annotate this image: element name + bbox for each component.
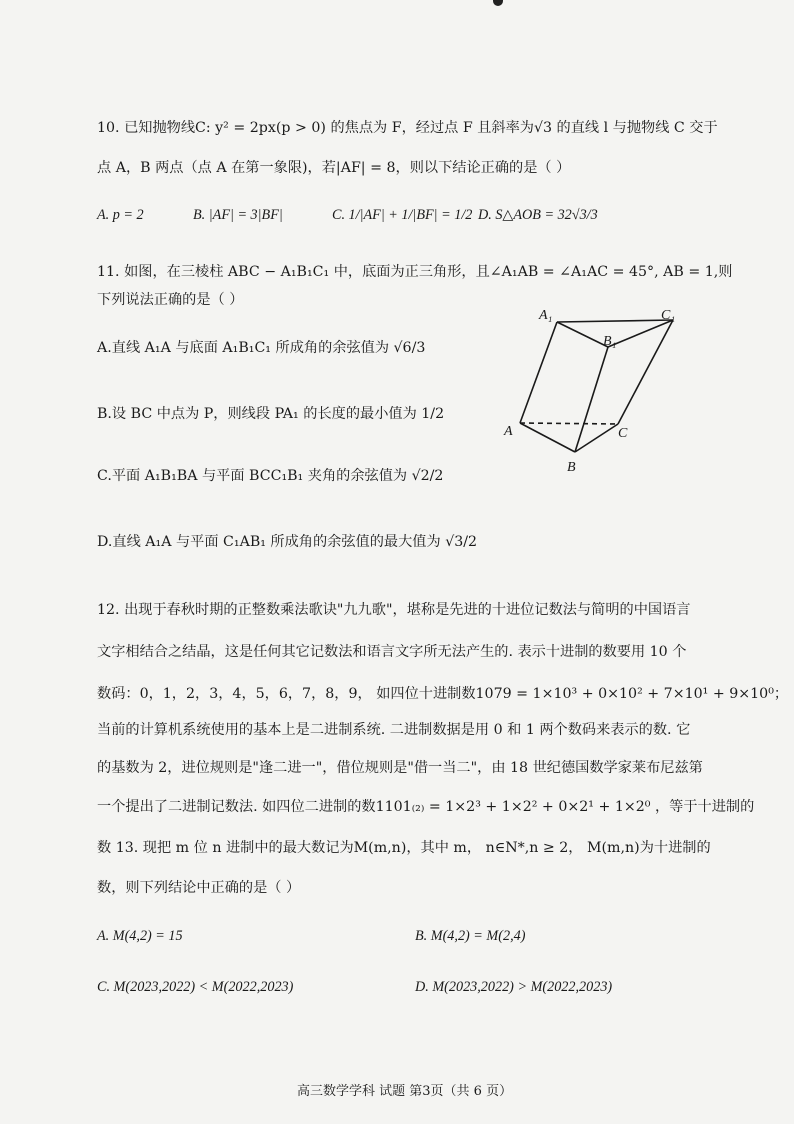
q11-option-a: A.直线 A₁A 与底面 A₁B₁C₁ 所成角的余弦值为 √6/3: [97, 340, 426, 356]
q11-stem-line2: 下列说法正确的是（ ）: [97, 292, 244, 308]
q12-stem-line5: 的基数为 2，进位规则是"逢二进一"，借位规则是"借一当二"，由 18 世纪德国数学家莱布尼兹第: [97, 760, 703, 776]
edge-a1-b1: [557, 322, 608, 347]
triangular-prism-figure: [495, 300, 695, 480]
q11-stem-line1: 11. 如图，在三棱柱 ABC − A₁B₁C₁ 中，底面为正三角形，且∠A₁AB = ∠A₁AC = 45°, AB = 1,则: [97, 264, 733, 280]
q10-stem-line1: 10. 已知抛物线C: y² = 2px(p > 0) 的焦点为 F，经过点 F 且斜率为√3 的直线 l 与抛物线 C 交于: [97, 120, 718, 136]
label-c1: C₁: [661, 308, 676, 323]
q11-option-d: D.直线 A₁A 与平面 C₁AB₁ 所成角的余弦值的最大值为 √3/2: [97, 534, 478, 550]
q12-stem-line7: 数 13. 现把 m 位 n 进制中的最大数记为M(m,n)，其中 m， n∈N*,n ≥ 2， M(m,n)为十进制的: [97, 840, 711, 856]
q12-stem-line4: 当前的计算机系统使用的基本上是二进制系统. 二进制数据是用 0 和 1 两个数码来表示的数. 它: [97, 722, 691, 738]
edge-b1-b: [575, 347, 608, 452]
q12-stem-line2: 文字相结合之结晶，这是任何其它记数法和语言文字所无法产生的. 表示十进制的数要用 10 个: [97, 644, 687, 660]
label-b1: B₁: [603, 334, 617, 349]
q12-stem-line6: 一个提出了二进制记数法. 如四位二进制的数1101₍₂₎ = 1×2³ + 1×2² + 0×2¹ + 1×2⁰ ，等于十进制的: [97, 799, 755, 815]
label-a: A: [504, 424, 513, 439]
label-b: B: [567, 460, 576, 475]
edge-b-c: [575, 424, 618, 452]
q11-option-b: B.设 BC 中点为 P，则线段 PA₁ 的长度的最小值为 1/2: [97, 406, 445, 422]
q10-option-b: B. |AF| = 3|BF|: [193, 207, 283, 223]
q12-stem-line3: 数码：0，1，2，3，4，5，6，7，8，9， 如四位十进制数1079 = 1×10³ + 0×10² + 7×10¹ + 9×10⁰；: [97, 686, 789, 702]
q10-stem-line2: 点 A，B 两点（点 A 在第一象限)，若|AF| = 8，则以下结论正确的是（ ）: [97, 160, 571, 176]
q12-option-b: B. M(4,2) = M(2,4): [415, 928, 526, 944]
q10-option-c: C. 1/|AF| + 1/|BF| = 1/2: [332, 207, 473, 223]
scan-mark: [493, 0, 503, 6]
q10-option-d: D. S△AOB = 32√3/3: [478, 207, 598, 223]
edge-c1-c: [618, 320, 673, 424]
q12-stem-line1: 12. 出现于春秋时期的正整数乘法歌诀"九九歌"，堪称是先进的十进位记数法与简明的中国语言: [97, 602, 691, 618]
page-footer: 高三数学学科 试题 第3页（共 6 页）: [297, 1084, 513, 1099]
q12-option-a: A. M(4,2) = 15: [97, 928, 183, 944]
edge-b1-c1: [608, 320, 673, 347]
edge-a1-a: [520, 322, 557, 423]
edge-a-c-hidden: [520, 423, 618, 424]
label-c: C: [618, 426, 628, 441]
label-a1: A₁: [539, 308, 553, 323]
edge-a-b: [520, 423, 575, 452]
q12-option-d: D. M(2023,2022) > M(2022,2023): [415, 979, 613, 995]
edge-a1-c1: [557, 320, 673, 322]
q10-option-a: A. p = 2: [97, 207, 144, 223]
q11-option-c: C.平面 A₁B₁BA 与平面 BCC₁B₁ 夹角的余弦值为 √2/2: [97, 468, 444, 484]
q12-stem-line8: 数，则下列结论中正确的是（ ）: [97, 880, 301, 896]
q12-option-c: C. M(2023,2022) < M(2022,2023): [97, 979, 294, 995]
